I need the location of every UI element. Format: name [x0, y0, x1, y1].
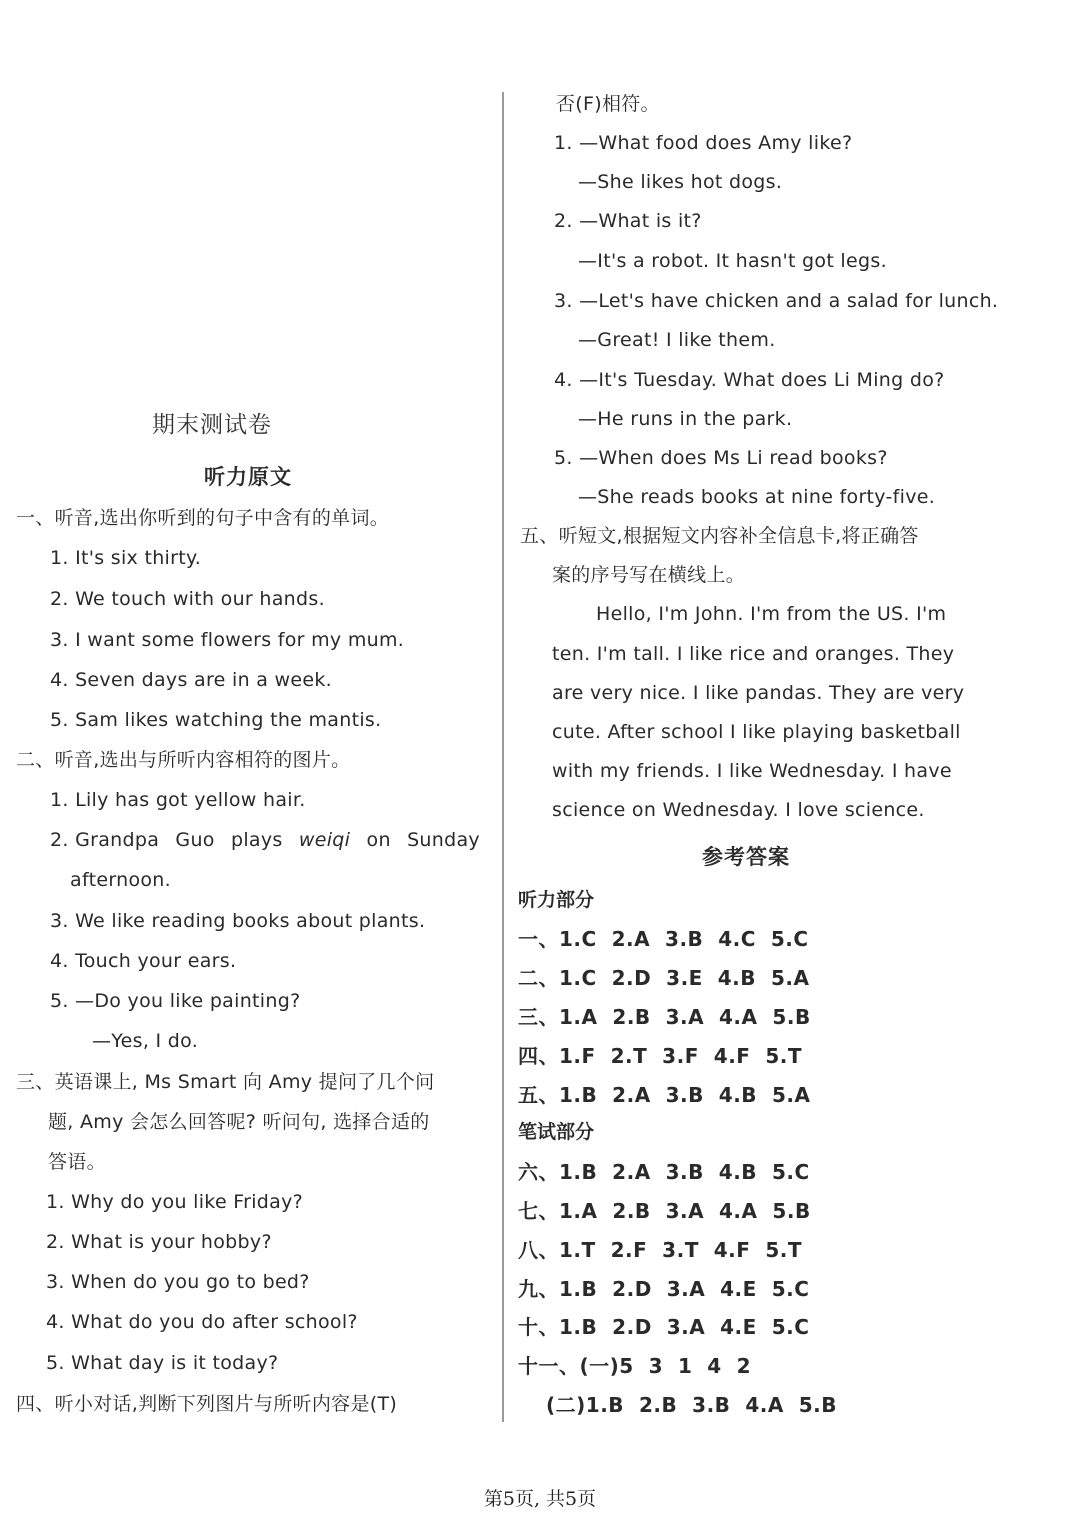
- listening-answers-heading: 听力部分: [518, 889, 595, 911]
- written-answers-heading: 笔试部分: [518, 1121, 595, 1143]
- s2-item-2-word: plays: [230, 829, 283, 851]
- s1-item-1: 1. It's six thirty.: [50, 547, 202, 569]
- answer-row-3: 三、1.A 2.B 3.A 4.A 5.B: [518, 1005, 811, 1029]
- s4-dialog-1-q: 1. —What food does Amy like?: [554, 132, 853, 154]
- s4-dialog-5-q: 5. —When does Ms Li read books?: [554, 447, 888, 469]
- answer-row-4: 四、1.F 2.T 3.F 4.F 5.T: [518, 1044, 803, 1068]
- passage-line-1: Hello, I'm John. I'm from the US. I'm: [596, 603, 947, 625]
- section-3-heading-line-2: 题, Amy 会怎么回答呢? 听问句, 选择合适的: [48, 1111, 430, 1133]
- answer-row-7: 七、1.A 2.B 3.A 4.A 5.B: [518, 1199, 811, 1223]
- answer-row-6: 六、1.B 2.A 3.B 4.B 5.C: [518, 1160, 810, 1184]
- s2-item-2-word: Guo: [175, 829, 215, 851]
- passage-line-3: are very nice. I like pandas. They are very: [552, 682, 965, 704]
- column-divider: [502, 92, 504, 1422]
- page-footer: 第5页, 共5页: [483, 1488, 597, 1510]
- answer-key-title: 参考答案: [702, 845, 790, 869]
- section-3-heading-line-1: 三、英语课上, Ms Smart 向 Amy 提问了几个问: [16, 1071, 435, 1093]
- s2-item-2: [50, 828, 480, 852]
- answer-row-11-part-2: (二)1.B 2.B 3.B 4.A 5.B: [546, 1393, 838, 1417]
- s3-item-3: 3. When do you go to bed?: [46, 1271, 310, 1293]
- s2-item-2-word: Sunday: [407, 829, 480, 851]
- passage-line-5: with my friends. I like Wednesday. I have: [552, 760, 952, 782]
- s3-item-5: 5. What day is it today?: [46, 1352, 279, 1374]
- answer-row-11-part-1: 十一、(一)5 3 1 4 2: [518, 1354, 752, 1378]
- s3-item-4: 4. What do you do after school?: [46, 1311, 358, 1333]
- s3-item-1: 1. Why do you like Friday?: [46, 1191, 304, 1213]
- s2-item-2-continued: afternoon.: [70, 869, 171, 891]
- s4-dialog-2-q: 2. —What is it?: [554, 210, 702, 232]
- answer-row-10: 十、1.B 2.D 3.A 4.E 5.C: [518, 1315, 810, 1339]
- s2-item-5-question: 5. —Do you like painting?: [50, 990, 301, 1012]
- answer-row-5: 五、1.B 2.A 3.B 4.B 5.A: [518, 1083, 811, 1107]
- section-1-heading: 一、听音,选出你听到的句子中含有的单词。: [16, 507, 390, 529]
- s2-item-2-word-italic: weiqi: [298, 829, 351, 851]
- s2-item-2-word: 2. Grandpa: [50, 829, 160, 851]
- listening-script-title: 听力原文: [204, 465, 292, 489]
- s1-item-5: 5. Sam likes watching the mantis.: [50, 709, 382, 731]
- s1-item-4: 4. Seven days are in a week.: [50, 669, 332, 691]
- s2-item-5-answer: —Yes, I do.: [92, 1030, 199, 1052]
- s4-dialog-5-a: —She reads books at nine forty-five.: [578, 486, 936, 508]
- section-3-heading-line-3: 答语。: [48, 1151, 106, 1173]
- section-2-heading: 二、听音,选出与所听内容相符的图片。: [16, 749, 351, 771]
- section-5-heading-line-1: 五、听短文,根据短文内容补全信息卡,将正确答: [520, 525, 919, 547]
- s2-item-1: 1. Lily has got yellow hair.: [50, 789, 306, 811]
- s4-dialog-3-q: 3. —Let's have chicken and a salad for lunch.: [554, 290, 999, 312]
- s4-dialog-1-a: —She likes hot dogs.: [578, 171, 783, 193]
- s4-dialog-4-q: 4. —It's Tuesday. What does Li Ming do?: [554, 369, 945, 391]
- s1-item-2: 2. We touch with our hands.: [50, 588, 325, 610]
- s1-item-3: 3. I want some flowers for my mum.: [50, 629, 405, 651]
- passage-line-2: ten. I'm tall. I like rice and oranges. They: [552, 643, 955, 665]
- answer-row-2: 二、1.C 2.D 3.E 4.B 5.A: [518, 966, 810, 990]
- s4-dialog-2-a: —It's a robot. It hasn't got legs.: [578, 250, 887, 272]
- s3-item-2: 2. What is your hobby?: [46, 1231, 272, 1253]
- s2-item-2-word: on: [366, 829, 391, 851]
- s2-item-4: 4. Touch your ears.: [50, 950, 237, 972]
- s4-dialog-3-a: —Great! I like them.: [578, 329, 776, 351]
- s4-dialog-4-a: —He runs in the park.: [578, 408, 793, 430]
- passage-line-4: cute. After school I like playing basketball: [552, 721, 961, 743]
- answer-row-8: 八、1.T 2.F 3.T 4.F 5.T: [518, 1238, 803, 1262]
- section-4-heading: 四、听小对话,判断下列图片与所听内容是(T): [16, 1393, 398, 1415]
- s2-item-3: 3. We like reading books about plants.: [50, 910, 426, 932]
- section-5-heading-line-2: 案的序号写在横线上。: [552, 564, 746, 586]
- passage-line-6: science on Wednesday. I love science.: [552, 799, 925, 821]
- answer-row-1: 一、1.C 2.A 3.B 4.C 5.C: [518, 927, 809, 951]
- answer-row-9: 九、1.B 2.D 3.A 4.E 5.C: [518, 1277, 810, 1301]
- section-4-heading-continued: 否(F)相符。: [556, 93, 660, 115]
- exam-title: 期末测试卷: [152, 412, 272, 438]
